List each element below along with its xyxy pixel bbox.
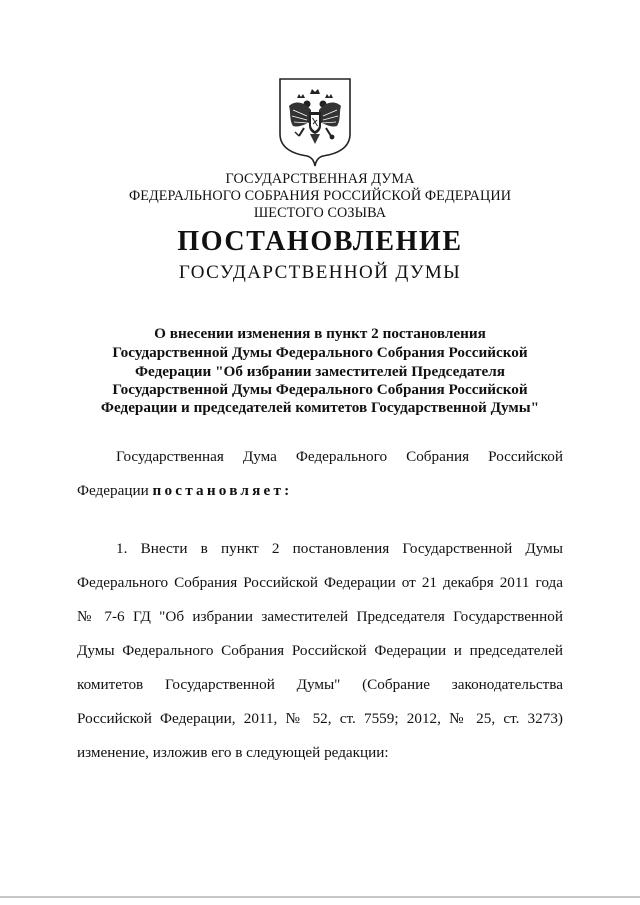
item-line: комитетов Государственной Думы" (Собрание законодательства [77, 676, 563, 693]
subject-line: Государственной Думы Федерального Собрания Российской [112, 344, 528, 361]
item-line: изменение, изложив его в следующей редакции: [77, 744, 389, 761]
subject-line: О внесении изменения в пункт 2 постановления [154, 325, 486, 342]
preamble-line-1: Государственная Дума Федерального Собрания Российской [116, 448, 563, 465]
subject-line: Государственной Думы Федерального Собрания Российской [112, 381, 528, 398]
header-line-2: ФЕДЕРАЛЬНОГО СОБРАНИЯ РОССИЙСКОЙ ФЕДЕРАЦИИ [128, 188, 512, 204]
document-subtitle: ГОСУДАРСТВЕННОЙ ДУМЫ [178, 262, 462, 283]
state-emblem-icon [277, 76, 353, 168]
document-title: ПОСТАНОВЛЕНИЕ [177, 226, 463, 257]
item-line: № 7-6 ГД "Об избрании заместителей Председателя Государственной [77, 608, 563, 625]
item-line: Думы Федерального Собрания Российской Федерации и председателей [77, 642, 563, 659]
resolves-word: постановляет: [152, 482, 293, 499]
item-line: Федерального Собрания Российской Федерации от 21 декабря 2011 года [77, 574, 563, 591]
item-line: 1. Внести в пункт 2 постановления Государственной Думы [116, 540, 563, 557]
page-edge-divider [0, 896, 640, 898]
header-line-3: ШЕСТОГО СОЗЫВА [253, 205, 387, 221]
subject-line: Федерации "Об избрании заместителей Председателя [135, 363, 505, 380]
item-line: Российской Федерации, 2011, № 52, ст. 7559; 2012, № 25, ст. 3273) [77, 710, 563, 727]
subject-line: Федерации и председателей комитетов Государственной Думы" [100, 399, 540, 416]
preamble-prefix: Федерации [77, 482, 153, 499]
header-line-1: ГОСУДАРСТВЕННАЯ ДУМА [225, 171, 415, 187]
preamble-line-2 [77, 482, 563, 500]
